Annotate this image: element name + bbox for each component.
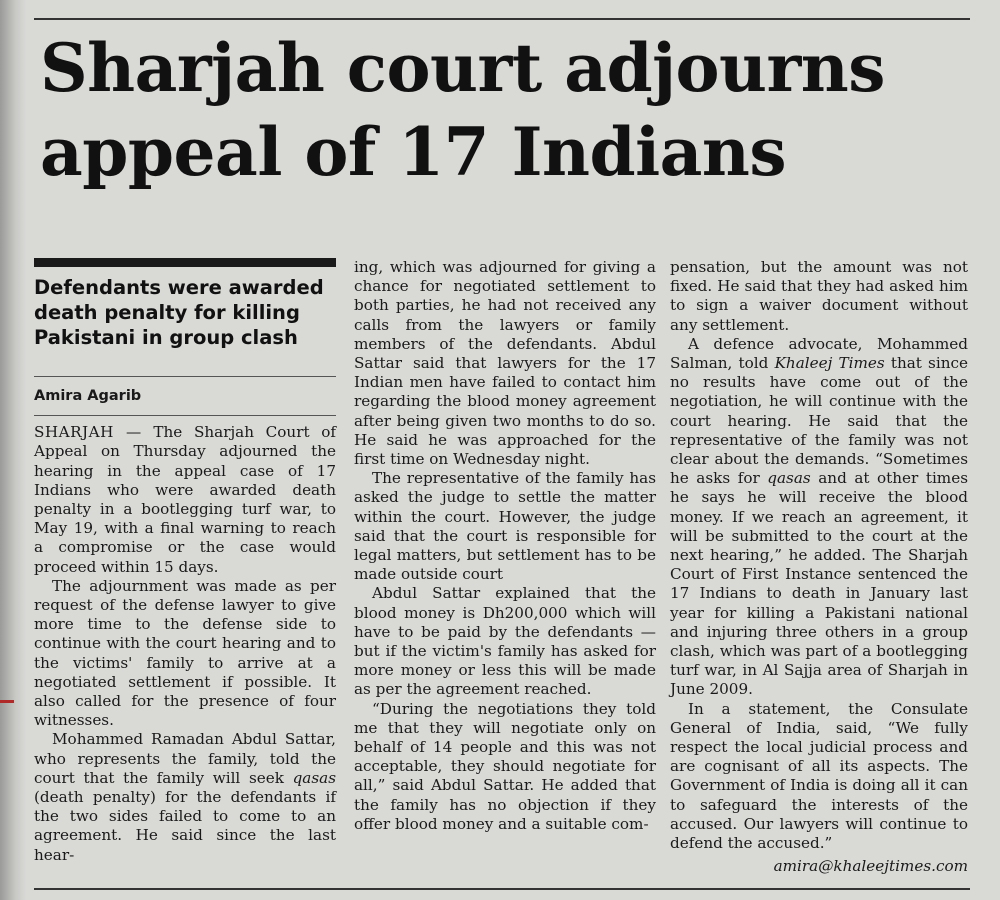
column-1	[34, 258, 336, 865]
byline: Amira Agarib	[34, 388, 142, 404]
paragraph: pensation, but the amount was not fixed. He said that they had asked him to sign a waiver document without any settlement.	[670, 258, 968, 334]
deck: Defendants were awarded death penalty for killing Pakistani in group clash	[34, 276, 324, 349]
byline-rule-bottom	[34, 415, 336, 416]
dateline: SHARJAH —	[34, 423, 142, 442]
paragraph-text: A defence advocate, Mohammed Salman, told	[670, 334, 968, 373]
paragraph-text: (death penalty) for the defendants if the two sides failed to come to an agreement. He said since the last hear-	[34, 788, 336, 864]
paragraph	[670, 335, 968, 700]
paragraph: Abdul Sattar explained that the blood money is Dh200,000 which will have to be paid by the defendants — but if the victim's family has asked for more money or less this will be made as per the agreement reached.	[354, 584, 656, 699]
paragraph: The representative of the family has asked the judge to settle the matter within the court. However, the judge said that the court is responsible for legal matters, but settlement has to be made outside court	[354, 469, 656, 584]
top-rule	[34, 18, 970, 20]
page-edge-shadow	[0, 0, 26, 900]
italic-term: qasas	[767, 469, 811, 488]
paragraph-text: Mohammed Ramadan Abdul Sattar, who represents the family, told the court that the family will seek	[34, 730, 336, 787]
column-2	[354, 258, 656, 834]
paragraph: The adjournment was made as per request of the defense lawyer to give more time to the defense side to continue with the court hearing and to the victims' family to arrive at a negotiated settlement if possible. It also called for the presence of four witnesses.	[34, 576, 336, 730]
paragraph-text: that since no results have come out of the negotiation, he will continue with the court hearing. He said that the representative of the family was not clear about the demands. “Sometimes he asks for	[670, 354, 968, 488]
bottom-rule	[34, 888, 970, 890]
italic-term: qasas	[292, 768, 336, 787]
headline: Sharjah court adjourns appeal of 17 Indians	[40, 29, 885, 191]
paragraph: “During the negotiations they told me that they will negotiate only on behalf of 14 people and this was not acceptable, they should negotiate for all,” said Abdul Sattar. He added that the family has no objection if they offer blood money and a suitable com-	[354, 699, 656, 833]
paragraph: In a statement, the Consulate General of India, said, “We fully respect the local judicial process and are cognisant of all its aspects. The Government of India is doing all it can to safeguard the interests of the accused. Our lawyers will continue to defend the accused.”	[670, 699, 968, 853]
paragraph-text: The Sharjah Court of Appeal on Thursday adjourned the hearing in the appeal case of 17 Indians who were awarded death penalty in a bootlegging turf war, to May 19, with a final warning to reach a compromise or the case would proceed within 15 days.	[34, 423, 337, 576]
margin-red-mark	[0, 700, 14, 703]
author-email: amira@khaleejtimes.com	[773, 857, 968, 876]
column-3	[670, 258, 968, 877]
paragraph	[34, 730, 336, 864]
italic-publication: Khaleej Times	[774, 354, 885, 373]
paragraph-text: and at other times he says he will receive the blood money. If we reach an agreement, it will be submitted to the court at the next hearing,” he added. The Sharjah Court of First Instance sentenced the 17 Indians to death in January last year for killing a Pakistani national and injuring three others in a group clash, which was part of a bootlegging turf war, in Al Sajja area of Sharjah in June 2009.	[670, 469, 968, 699]
paragraph: ing, which was adjourned for giving a chance for negotiated settlement to both parties, he had not received any calls from the lawyers or family members of the defendants. Abdul Sattar said that lawyers for the 17 Indian men have failed to contact him regarding the blood money agreement after being given two months to do so. He said he was approached for the first time on Wednesday night.	[354, 258, 656, 469]
deck-bar	[34, 258, 336, 267]
paragraph	[34, 423, 336, 577]
column-1-body	[34, 423, 336, 865]
